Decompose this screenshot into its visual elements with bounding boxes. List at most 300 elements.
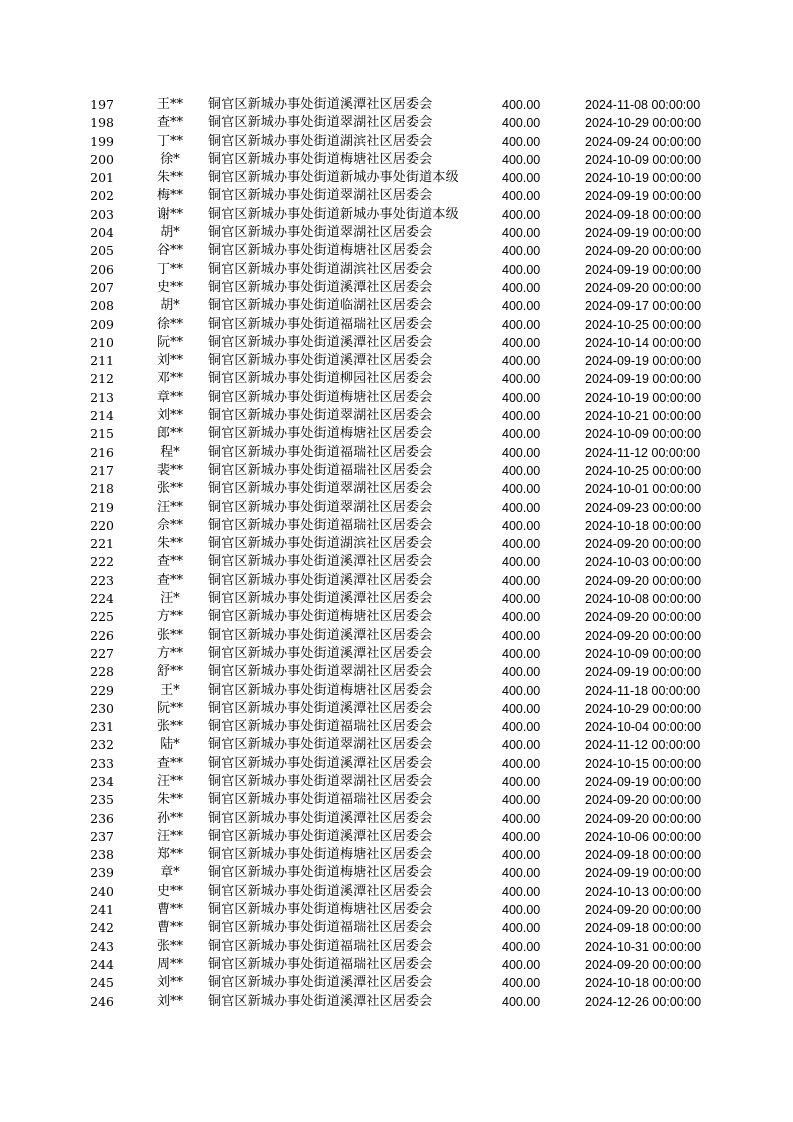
person-name: 曹** [156,920,183,936]
amount: 400.00 [502,500,541,515]
person-name: 方** [156,645,183,661]
date: 2024-10-13 00:00:00 [585,884,702,899]
row-number: 235 [90,792,114,808]
table-row [0,864,793,882]
organization: 铜官区新城办事处街道翠湖社区居委会 [208,408,433,424]
date: 2024-10-01 00:00:00 [585,482,702,497]
organization: 铜官区新城办事处街道溪潭社区居委会 [208,591,433,607]
amount: 400.00 [502,335,541,350]
date: 2024-09-19 00:00:00 [585,262,702,277]
date: 2024-10-04 00:00:00 [585,720,702,735]
amount: 400.00 [502,939,541,954]
organization: 铜官区新城办事处街道新城办事处街道本级 [208,170,459,186]
amount: 400.00 [502,189,541,204]
amount: 400.00 [502,756,541,771]
amount: 400.00 [502,793,541,808]
row-number: 236 [90,810,114,826]
amount: 400.00 [502,280,541,295]
table-row [0,316,793,334]
date: 2024-10-19 00:00:00 [585,390,702,405]
amount: 400.00 [502,226,541,241]
date: 2024-12-26 00:00:00 [585,994,702,1009]
organization: 铜官区新城办事处街道梅塘社区居委会 [208,847,433,863]
row-number: 233 [90,755,114,771]
organization: 铜官区新城办事处街道湖滨社区居委会 [208,536,433,552]
table-row [0,499,793,517]
organization: 铜官区新城办事处街道福瑞社区居委会 [208,517,433,533]
organization: 铜官区新城办事处街道福瑞社区居委会 [208,792,433,808]
table-row [0,846,793,864]
table-row [0,645,793,663]
table-row [0,370,793,388]
row-number: 234 [90,773,114,789]
person-name: 舒** [156,664,183,680]
amount: 400.00 [502,409,541,424]
amount: 400.00 [502,829,541,844]
date: 2024-10-08 00:00:00 [585,592,702,607]
amount: 400.00 [502,555,541,570]
amount: 400.00 [502,848,541,863]
person-name: 郑** [156,847,183,863]
person-name: 谢** [156,206,183,222]
amount: 400.00 [502,116,541,131]
amount: 400.00 [502,98,541,112]
row-number: 228 [90,664,114,680]
table-row [0,828,793,846]
amount: 400.00 [502,683,541,698]
amount: 400.00 [502,537,541,552]
organization: 铜官区新城办事处街道翠湖社区居委会 [208,499,433,515]
date: 2024-09-20 00:00:00 [585,280,702,295]
table-row [0,462,793,480]
date: 2024-10-25 00:00:00 [585,317,702,332]
organization: 铜官区新城办事处街道梅塘社区居委会 [208,609,433,625]
row-number: 246 [90,993,114,1009]
row-number: 210 [90,334,114,350]
organization: 铜官区新城办事处街道翠湖社区居委会 [208,481,433,497]
organization: 铜官区新城办事处街道福瑞社区居委会 [208,462,433,478]
date: 2024-11-18 00:00:00 [585,683,701,698]
row-number: 231 [90,719,114,735]
row-number: 216 [90,444,114,460]
organization: 铜官区新城办事处街道柳园社区居委会 [208,371,433,387]
table-row [0,169,793,187]
person-name: 汪** [156,828,183,844]
organization: 铜官区新城办事处街道湖滨社区居委会 [208,261,433,277]
amount: 400.00 [502,207,541,222]
organization: 铜官区新城办事处街道翠湖社区居委会 [208,188,433,204]
organization: 铜官区新城办事处街道溪潭社区居委会 [208,554,433,570]
amount: 400.00 [502,610,541,625]
row-number: 197 [90,97,114,112]
table-row [0,114,793,132]
date: 2024-09-20 00:00:00 [585,811,702,826]
row-number: 232 [90,737,114,753]
date: 2024-09-23 00:00:00 [585,500,702,515]
organization: 铜官区新城办事处街道溪潭社区居委会 [208,975,433,991]
amount: 400.00 [502,390,541,405]
table-row [0,627,793,645]
row-number: 213 [90,389,114,405]
date: 2024-09-19 00:00:00 [585,372,702,387]
row-number: 243 [90,938,114,954]
organization: 铜官区新城办事处街道湖滨社区居委会 [208,133,433,149]
person-name: 王** [156,97,183,112]
table-row [0,956,793,974]
row-number: 199 [90,133,114,149]
amount: 400.00 [502,171,541,186]
organization: 铜官区新城办事处街道梅塘社区居委会 [208,426,433,442]
date: 2024-10-15 00:00:00 [585,756,702,771]
person-name: 佘** [156,517,183,533]
table-row [0,901,793,919]
row-number: 207 [90,279,114,295]
date: 2024-10-18 00:00:00 [585,518,702,533]
table-row [0,425,793,443]
row-number: 240 [90,883,114,899]
person-name: 史** [156,883,183,899]
person-name: 裴** [156,462,183,478]
row-number: 202 [90,188,114,204]
date: 2024-09-18 00:00:00 [585,921,702,936]
table-row [0,96,793,114]
table-row [0,590,793,608]
person-name: 刘** [156,408,183,424]
person-name: 胡* [160,298,180,314]
row-number: 203 [90,206,114,222]
organization: 铜官区新城办事处街道临湖社区居委会 [208,298,433,314]
row-number: 212 [90,371,114,387]
person-name: 谷** [156,243,183,259]
date: 2024-11-12 00:00:00 [585,738,701,753]
table-row [0,224,793,242]
table-row [0,773,793,791]
table-row [0,334,793,352]
person-name: 郎** [156,426,183,442]
date: 2024-09-19 00:00:00 [585,354,702,369]
person-name: 梅** [156,188,183,204]
person-name: 周** [156,956,183,972]
amount: 400.00 [502,866,541,881]
organization: 铜官区新城办事处街道溪潭社区居委会 [208,97,433,112]
organization: 铜官区新城办事处街道翠湖社区居委会 [208,664,433,680]
row-number: 223 [90,572,114,588]
person-name: 丁** [156,261,183,277]
row-number: 227 [90,645,114,661]
amount: 400.00 [502,665,541,680]
organization: 铜官区新城办事处街道溪潭社区居委会 [208,572,433,588]
table-row [0,151,793,169]
date: 2024-09-19 00:00:00 [585,774,702,789]
table-row [0,517,793,535]
organization: 铜官区新城办事处街道溪潭社区居委会 [208,700,433,716]
amount: 400.00 [502,921,541,936]
table-row [0,572,793,590]
organization: 铜官区新城办事处街道梅塘社区居委会 [208,389,433,405]
date: 2024-10-19 00:00:00 [585,171,702,186]
person-name: 陆* [160,737,180,753]
organization: 铜官区新城办事处街道翠湖社区居委会 [208,115,433,131]
amount: 400.00 [502,573,541,588]
amount: 400.00 [502,518,541,533]
table-row [0,736,793,754]
amount: 400.00 [502,372,541,387]
row-number: 204 [90,225,114,241]
amount: 400.00 [502,262,541,277]
person-name: 查** [156,755,183,771]
row-number: 198 [90,115,114,131]
organization: 铜官区新城办事处街道梅塘社区居委会 [208,151,433,167]
row-number: 245 [90,975,114,991]
organization: 铜官区新城办事处街道溪潭社区居委会 [208,627,433,643]
row-number: 229 [90,682,114,698]
table-row [0,919,793,937]
date: 2024-09-20 00:00:00 [585,793,702,808]
table-row [0,663,793,681]
row-number: 239 [90,865,114,881]
organization: 铜官区新城办事处街道新城办事处街道本级 [208,206,459,222]
date: 2024-10-25 00:00:00 [585,463,702,478]
date: 2024-11-08 00:00:00 [585,98,701,112]
amount: 400.00 [502,957,541,972]
person-name: 方** [156,609,183,625]
organization: 铜官区新城办事处街道翠湖社区居委会 [208,773,433,789]
date: 2024-10-21 00:00:00 [585,409,702,424]
date: 2024-09-17 00:00:00 [585,299,702,314]
date: 2024-10-14 00:00:00 [585,335,702,350]
row-number: 215 [90,426,114,442]
table-row [0,883,793,901]
person-name: 章** [156,389,183,405]
row-number: 218 [90,481,114,497]
date: 2024-09-19 00:00:00 [585,226,702,241]
date: 2024-09-20 00:00:00 [585,573,702,588]
person-name: 王* [160,682,180,698]
person-name: 张** [156,938,183,954]
table-row [0,535,793,553]
row-number: 205 [90,243,114,259]
amount: 400.00 [502,903,541,918]
row-number: 238 [90,847,114,863]
person-name: 汪** [156,773,183,789]
amount: 400.00 [502,134,541,149]
amount: 400.00 [502,445,541,460]
row-number: 200 [90,151,114,167]
organization: 铜官区新城办事处街道溪潭社区居委会 [208,810,433,826]
table-row [0,133,793,151]
organization: 铜官区新城办事处街道翠湖社区居委会 [208,225,433,241]
amount: 400.00 [502,701,541,716]
row-number: 209 [90,316,114,332]
person-name: 阮** [156,700,183,716]
date: 2024-09-18 00:00:00 [585,207,702,222]
table-row [0,261,793,279]
organization: 铜官区新城办事处街道溪潭社区居委会 [208,993,433,1009]
person-name: 徐** [156,316,183,332]
row-number: 222 [90,554,114,570]
table-row [0,242,793,260]
person-name: 刘** [156,993,183,1009]
person-name: 曹** [156,902,183,918]
amount: 400.00 [502,244,541,259]
date: 2024-09-20 00:00:00 [585,957,702,972]
person-name: 胡* [160,225,180,241]
row-number: 226 [90,627,114,643]
organization: 铜官区新城办事处街道溪潭社区居委会 [208,279,433,295]
date: 2024-10-09 00:00:00 [585,152,702,167]
row-number: 206 [90,261,114,277]
row-number: 244 [90,956,114,972]
amount: 400.00 [502,463,541,478]
date: 2024-10-06 00:00:00 [585,829,702,844]
organization: 铜官区新城办事处街道溪潭社区居委会 [208,755,433,771]
records-table [0,96,793,1011]
row-number: 208 [90,298,114,314]
table-row [0,682,793,700]
table-row [0,553,793,571]
table-row [0,755,793,773]
person-name: 查** [156,115,183,131]
amount: 400.00 [502,774,541,789]
organization: 铜官区新城办事处街道福瑞社区居委会 [208,719,433,735]
person-name: 朱** [156,536,183,552]
amount: 400.00 [502,628,541,643]
amount: 400.00 [502,354,541,369]
table-row [0,608,793,626]
row-number: 221 [90,536,114,552]
organization: 铜官区新城办事处街道溪潭社区居委会 [208,645,433,661]
date: 2024-09-20 00:00:00 [585,628,702,643]
organization: 铜官区新城办事处街道溪潭社区居委会 [208,334,433,350]
row-number: 211 [90,353,114,369]
table-row [0,352,793,370]
table-row [0,938,793,956]
table-row [0,810,793,828]
person-name: 查** [156,572,183,588]
amount: 400.00 [502,738,541,753]
person-name: 张** [156,481,183,497]
amount: 400.00 [502,299,541,314]
amount: 400.00 [502,482,541,497]
row-number: 219 [90,499,114,515]
amount: 400.00 [502,720,541,735]
table-row [0,407,793,425]
organization: 铜官区新城办事处街道梅塘社区居委会 [208,682,433,698]
date: 2024-10-29 00:00:00 [585,701,702,716]
organization: 铜官区新城办事处街道福瑞社区居委会 [208,938,433,954]
row-number: 225 [90,609,114,625]
amount: 400.00 [502,592,541,607]
person-name: 邓** [156,371,183,387]
date: 2024-09-20 00:00:00 [585,610,702,625]
organization: 铜官区新城办事处街道梅塘社区居委会 [208,902,433,918]
amount: 400.00 [502,317,541,332]
amount: 400.00 [502,427,541,442]
row-number: 230 [90,700,114,716]
person-name: 刘** [156,975,183,991]
table-row [0,389,793,407]
row-number: 214 [90,408,114,424]
organization: 铜官区新城办事处街道翠湖社区居委会 [208,737,433,753]
amount: 400.00 [502,994,541,1009]
table-row [0,480,793,498]
person-name: 徐* [160,151,180,167]
person-name: 丁** [156,133,183,149]
table-row [0,700,793,718]
organization: 铜官区新城办事处街道福瑞社区居委会 [208,444,433,460]
row-number: 242 [90,920,114,936]
person-name: 汪* [160,591,180,607]
organization: 铜官区新城办事处街道梅塘社区居委会 [208,865,433,881]
date: 2024-10-31 00:00:00 [585,939,702,954]
date: 2024-09-19 00:00:00 [585,665,702,680]
date: 2024-11-12 00:00:00 [585,445,701,460]
row-number: 241 [90,902,114,918]
organization: 铜官区新城办事处街道梅塘社区居委会 [208,243,433,259]
row-number: 224 [90,591,114,607]
date: 2024-09-20 00:00:00 [585,244,702,259]
table-row [0,187,793,205]
table-row [0,279,793,297]
date: 2024-09-19 00:00:00 [585,189,702,204]
organization: 铜官区新城办事处街道溪潭社区居委会 [208,883,433,899]
organization: 铜官区新城办事处街道溪潭社区居委会 [208,828,433,844]
amount: 400.00 [502,646,541,661]
date: 2024-10-03 00:00:00 [585,555,702,570]
person-name: 朱** [156,170,183,186]
date: 2024-10-09 00:00:00 [585,427,702,442]
row-number: 220 [90,517,114,533]
person-name: 史** [156,279,183,295]
table-row [0,791,793,809]
table-row [0,297,793,315]
table-row [0,206,793,224]
person-name: 孙** [156,810,183,826]
person-name: 程* [160,444,180,460]
person-name: 朱** [156,792,183,808]
date: 2024-09-19 00:00:00 [585,866,702,881]
person-name: 章* [160,865,180,881]
amount: 400.00 [502,884,541,899]
date: 2024-10-29 00:00:00 [585,116,702,131]
date: 2024-09-18 00:00:00 [585,848,702,863]
date: 2024-09-20 00:00:00 [585,903,702,918]
table-row [0,974,793,992]
date: 2024-09-20 00:00:00 [585,537,702,552]
organization: 铜官区新城办事处街道溪潭社区居委会 [208,353,433,369]
amount: 400.00 [502,976,541,991]
person-name: 张** [156,627,183,643]
organization: 铜官区新城办事处街道福瑞社区居委会 [208,956,433,972]
table-row [0,444,793,462]
date: 2024-10-09 00:00:00 [585,646,702,661]
date: 2024-09-24 00:00:00 [585,134,702,149]
person-name: 汪** [156,499,183,515]
organization: 铜官区新城办事处街道福瑞社区居委会 [208,316,433,332]
amount: 400.00 [502,152,541,167]
person-name: 刘** [156,353,183,369]
row-number: 201 [90,170,114,186]
person-name: 阮** [156,334,183,350]
organization: 铜官区新城办事处街道福瑞社区居委会 [208,920,433,936]
amount: 400.00 [502,811,541,826]
row-number: 237 [90,828,114,844]
date: 2024-10-18 00:00:00 [585,976,702,991]
person-name: 查** [156,554,183,570]
table-row [0,993,793,1011]
table-row [0,718,793,736]
row-number: 217 [90,462,114,478]
